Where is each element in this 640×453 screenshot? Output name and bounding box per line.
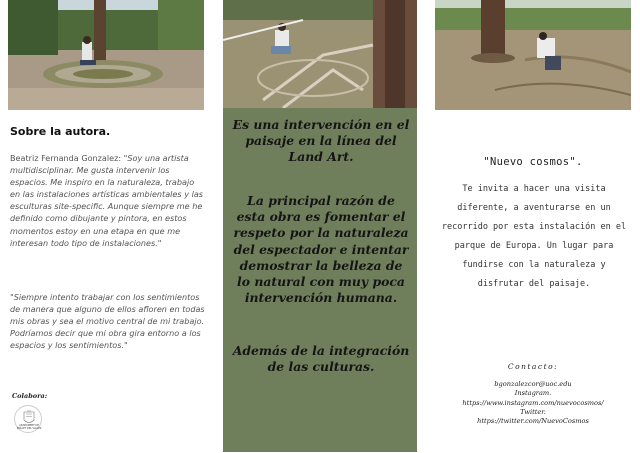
contact-title: Contacto: bbox=[507, 362, 559, 371]
author-bio-quote: "Soy una artista multidisciplinar. Me gusta intervenir los espacios. Me inspiro en la naturaleza, trabajo en las instalaciones artísticas ambientales y las esculturas site-specific. Aunque siempre me he definido como dibujante y pintora, en estos momentos estoy en una etapa en que me interesan todo tipo de instalaciones." bbox=[10, 153, 203, 248]
colabora-label: Colabora: bbox=[12, 392, 48, 400]
author-section-title: Sobre la autora. bbox=[10, 125, 111, 138]
nuevo-cosmos-title: "Nuevo cosmos". bbox=[483, 156, 583, 168]
contact-instagram-label: Instagram. bbox=[514, 389, 552, 398]
contact-twitter-label: Twitter. bbox=[520, 407, 546, 416]
contact-email[interactable]: bgonzalezcor@uoc.edu bbox=[494, 380, 572, 388]
green-paragraph-1: Es una intervención en el paisaje en la línea del Land Art. bbox=[232, 117, 410, 165]
green-paragraph-3: Además de la integración de las culturas. bbox=[232, 343, 410, 375]
contact-block bbox=[440, 380, 626, 426]
green-paragraph-2: La principal razón de esta obra es fomentar el respeto por la naturaleza del espectador e intentar demostrar la belleza de lo natural con muy poca intervención humana. bbox=[233, 193, 409, 306]
photo-woman-sitting-in-circle bbox=[8, 0, 204, 110]
logo-text: AJUNTAMENT DE MOLLET DEL VALLÈS bbox=[16, 424, 42, 430]
author-bio-intro: Beatriz Fernanda Gonzalez: bbox=[10, 153, 124, 163]
contact-instagram-link[interactable]: https://www.instagram.com/nuevocosmos/ bbox=[462, 398, 604, 407]
author-bio bbox=[10, 152, 206, 249]
contact-twitter-link[interactable]: https://twitter.com/NuevoCosmos bbox=[477, 417, 589, 426]
photo-woman-kneeling-with-branches bbox=[223, 0, 417, 108]
author-quote: "Siempre intento trabajar con los sentimientos de manera que alguno de ellos afloren en todas mis obras y sea el motivo central de mi trabajo. Podríamos decir que mi obra gira entorno a los espacios y los sentimientos." bbox=[10, 292, 205, 351]
nuevo-cosmos-body: Te invita a hacer una visita diferente, a aventurarse en un recorrido por esta instalación en el parque de Europa. Un lugar para fundirse con la naturaleza y disfrutar del paisaje. bbox=[441, 184, 627, 289]
photo-woman-crouching-on-hillside bbox=[435, 0, 631, 110]
ajuntament-logo bbox=[14, 405, 42, 433]
